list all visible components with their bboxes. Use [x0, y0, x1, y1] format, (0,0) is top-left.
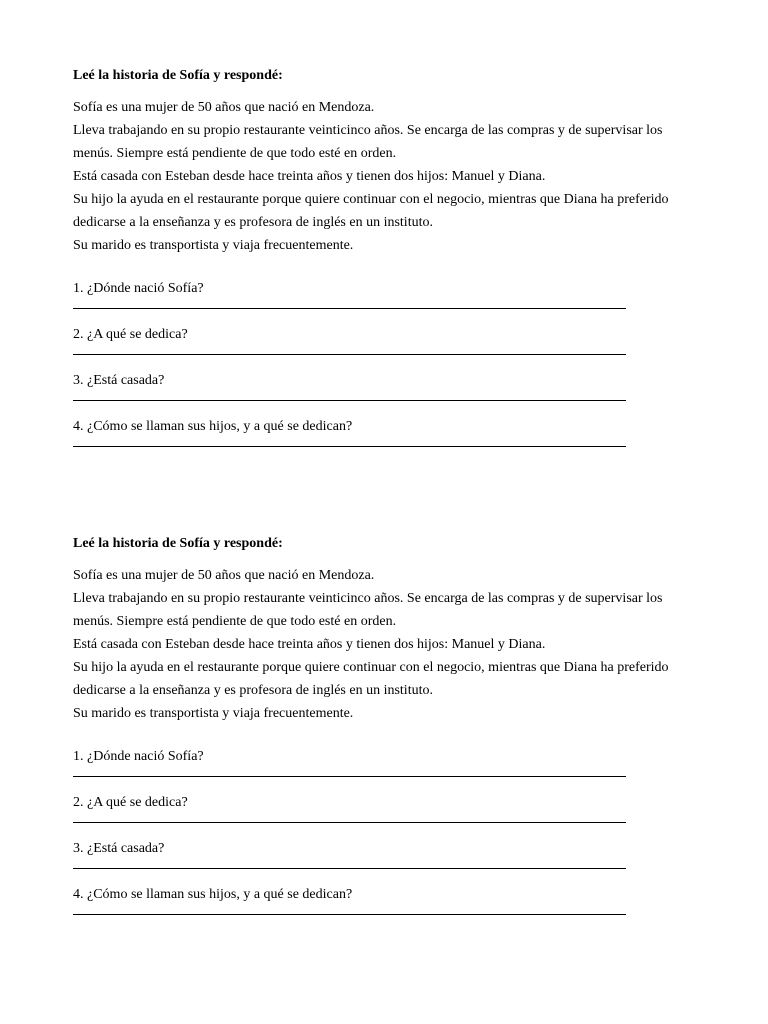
question-list	[73, 279, 693, 463]
worksheet-1	[73, 66, 693, 463]
question-text: 1. ¿Dónde nació Sofía?	[73, 749, 204, 764]
story-text	[73, 564, 693, 725]
question-item	[73, 747, 693, 793]
question-item	[73, 279, 693, 325]
question-text: 2. ¿A qué se dedica?	[73, 327, 188, 342]
answer-line[interactable]	[73, 776, 626, 777]
question-text: 4. ¿Cómo se llaman sus hijos, y a qué se dedican?	[73, 419, 353, 434]
story-line: Está casada con Esteban desde hace treinta años y tienen dos hijos: Manuel y Diana.	[73, 169, 546, 184]
question-text: 2. ¿A qué se dedica?	[73, 795, 188, 810]
question-item	[73, 325, 693, 371]
story-line: Lleva trabajando en su propio restaurante veinticinco años. Se encarga de las compras y de supervisar los menús. Siempre está pendiente de que todo esté en orden.	[73, 123, 663, 161]
answer-line[interactable]	[73, 822, 626, 823]
worksheet-title: Leé la historia de Sofía y respondé:	[73, 536, 283, 551]
story-line: Sofía es una mujer de 50 años que nació en Mendoza.	[73, 100, 375, 115]
story-text	[73, 96, 693, 257]
story-line: Su hijo la ayuda en el restaurante porque quiere continuar con el negocio, mientras que Diana ha preferido dedicarse a la enseñanza y es profesora de inglés en un instituto.	[73, 192, 669, 230]
question-item	[73, 417, 693, 463]
story-line: Su marido es transportista y viaja frecuentemente.	[73, 238, 354, 253]
worksheet-2	[73, 534, 693, 931]
story-line: Su hijo la ayuda en el restaurante porque quiere continuar con el negocio, mientras que Diana ha preferido dedicarse a la enseñanza y es profesora de inglés en un instituto.	[73, 660, 669, 698]
answer-line[interactable]	[73, 354, 626, 355]
answer-line[interactable]	[73, 914, 626, 915]
question-item	[73, 885, 693, 931]
answer-line[interactable]	[73, 308, 626, 309]
question-item	[73, 793, 693, 839]
question-item	[73, 371, 693, 417]
story-line: Está casada con Esteban desde hace treinta años y tienen dos hijos: Manuel y Diana.	[73, 637, 546, 652]
answer-line[interactable]	[73, 868, 626, 869]
answer-line[interactable]	[73, 400, 626, 401]
question-text: 1. ¿Dónde nació Sofía?	[73, 281, 204, 296]
story-line: Lleva trabajando en su propio restaurante veinticinco años. Se encarga de las compras y de supervisar los menús. Siempre está pendiente de que todo esté en orden.	[73, 591, 663, 629]
story-line: Sofía es una mujer de 50 años que nació en Mendoza.	[73, 568, 375, 583]
question-text: 3. ¿Está casada?	[73, 841, 165, 856]
question-list	[73, 747, 693, 931]
question-text: 4. ¿Cómo se llaman sus hijos, y a qué se dedican?	[73, 887, 353, 902]
story-line: Su marido es transportista y viaja frecuentemente.	[73, 706, 354, 721]
worksheet-title: Leé la historia de Sofía y respondé:	[73, 68, 283, 83]
answer-line[interactable]	[73, 446, 626, 447]
question-item	[73, 839, 693, 885]
question-text: 3. ¿Está casada?	[73, 373, 165, 388]
